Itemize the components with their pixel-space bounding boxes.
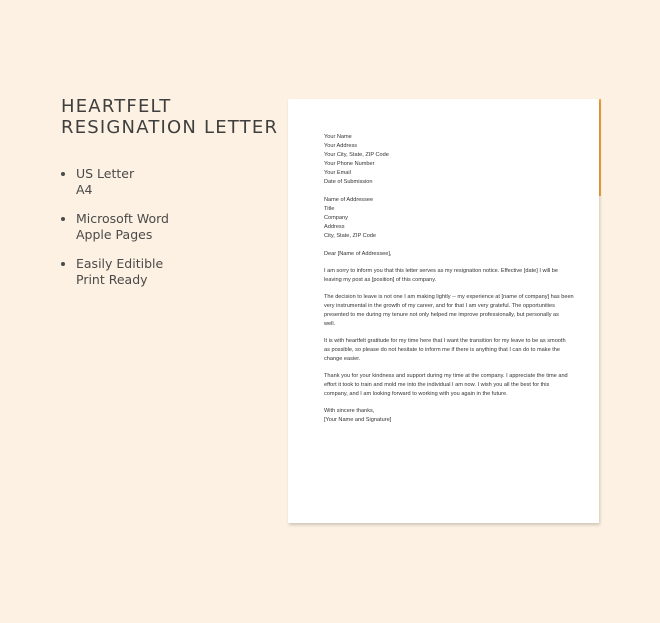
feature-label: Apple Pages [76, 226, 153, 242]
paragraph-4 [324, 372, 568, 399]
feature-list [61, 166, 169, 301]
recipient-line: City, State, ZIP Code [324, 233, 377, 239]
feature-item-software [61, 211, 169, 242]
recipient-line: Company [324, 215, 348, 221]
recipient-block [324, 196, 564, 241]
feature-label: Print Ready [76, 271, 148, 287]
letter-body [324, 133, 574, 433]
paragraph-line: well. [324, 321, 336, 327]
paragraph-line: effort it took to train and mold me into the individual I am now. I wish you all the best for this [324, 382, 550, 388]
sender-block [324, 133, 564, 187]
bullet-icon [61, 262, 65, 266]
paragraph-line: I am sorry to inform you that this letter serves as my resignation notice. Effective [date] I will be [324, 268, 559, 274]
paragraph-line: leaving my post as [position] of this company. [324, 277, 437, 283]
paragraph-line: change easier. [324, 356, 361, 362]
bullet-icon [61, 172, 65, 176]
recipient-line: Name of Addressee [324, 197, 374, 203]
paragraph-2 [324, 293, 574, 329]
feature-label: US Letter [76, 166, 135, 181]
paragraph-line: The decision to leave is not one I am making lightly -- my experience at [name of company] has been [324, 294, 574, 300]
paragraph-line: as possible, so please do not hesitate to inform me if there is anything that I can do to make the [324, 347, 561, 353]
salutation-line: Dear [Name of Addressee], [324, 251, 392, 257]
sender-line: Date of Submission [324, 179, 373, 185]
title-line-1: HEARTFELT [61, 96, 172, 117]
paragraph-3 [324, 337, 564, 364]
title-line-2: RESIGNATION LETTER [61, 117, 279, 138]
sender-line: Your City, State, ZIP Code [324, 152, 389, 158]
feature-label: A4 [76, 181, 93, 197]
sender-line: Your Phone Number [324, 161, 375, 167]
paragraph-line: very instrumental in the growth of my career, and for that I am very grateful. The opportunities [324, 303, 555, 309]
closing-block [324, 407, 564, 425]
paragraph-line: It is with heartfelt gratitude for my time here that I want the transition for my leave to be as smooth [324, 338, 566, 344]
recipient-line: Address [324, 224, 345, 230]
feature-label: Easily Editible [76, 256, 164, 271]
signature-line: [Your Name and Signature] [324, 417, 392, 423]
salutation [324, 250, 564, 259]
feature-item-formats [61, 166, 169, 197]
paragraph-1 [324, 267, 564, 285]
bullet-icon [61, 217, 65, 221]
feature-item-editable [61, 256, 169, 287]
paragraph-line: company, and I am looking forward to working with you again in the future. [324, 391, 508, 397]
sender-line: Your Email [324, 170, 351, 176]
letter-preview [288, 99, 601, 525]
paragraph-line: presented to me during my tenure not only helped me improve professionally, but personally as [324, 312, 559, 318]
document-title [61, 96, 278, 138]
paragraph-line: Thank you for your kindness and support during my time at the company. I appreciate the time and [324, 373, 568, 379]
closing-line: With sincere thanks, [324, 408, 375, 414]
sender-line: Your Name [324, 134, 352, 140]
sender-line: Your Address [324, 143, 358, 149]
letter-page [288, 99, 599, 523]
feature-label: Microsoft Word [76, 211, 169, 226]
recipient-line: Title [324, 206, 335, 212]
